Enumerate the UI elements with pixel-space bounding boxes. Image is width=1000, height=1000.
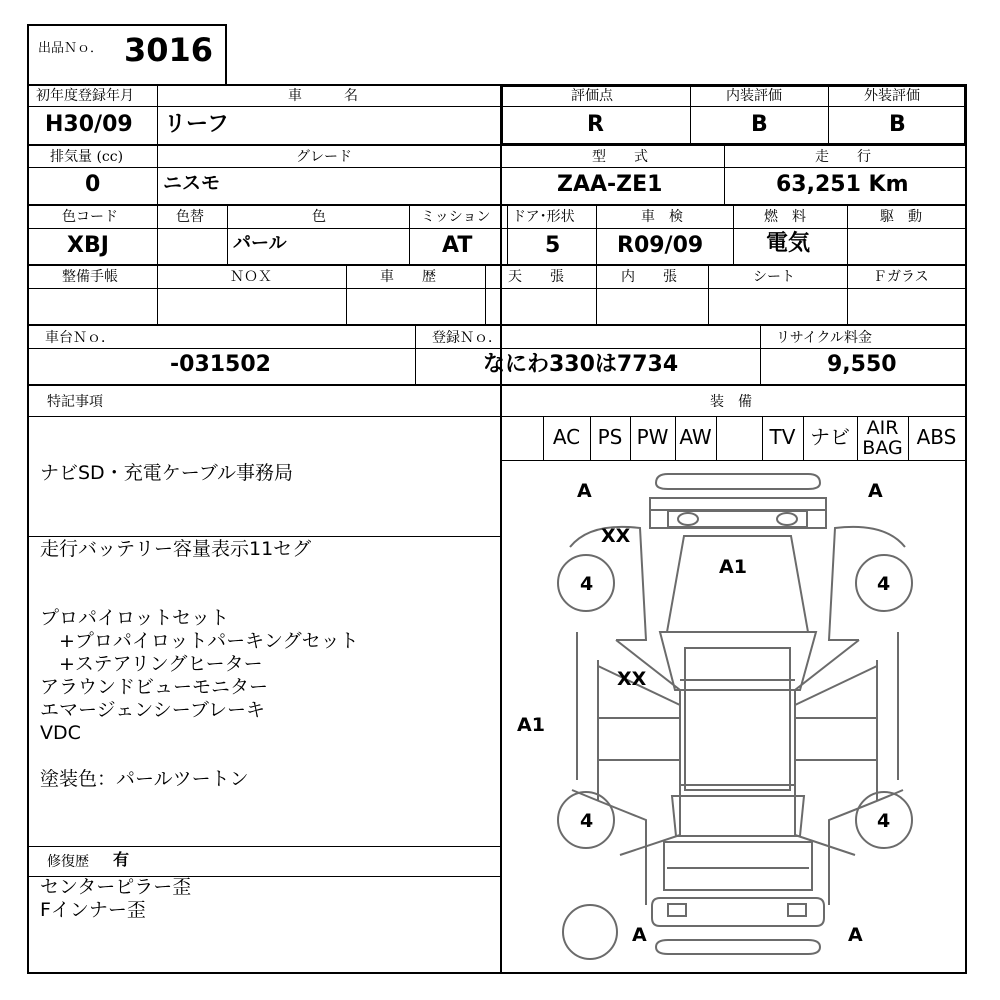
exterior-eval-label: 外装評価 [864,88,920,104]
mileage-label: 走 行 [815,149,871,165]
nox-label: ＮＯＸ [230,269,272,285]
mark-rear-right-corner: A [848,924,863,946]
door-label: ドア･形状 [512,209,575,225]
equipment-ac: AC [552,425,581,449]
equipment-tv: TV [769,425,796,449]
mark-front-right-tire: 4 [877,573,891,595]
mark-hood-left-edge: XX [601,525,631,547]
grade-value: ニスモ [163,172,221,194]
rear-bumper [652,898,824,926]
mark-rear-right-tire: 4 [877,810,891,832]
equipment-label: 装 備 [710,394,752,410]
fuel-value: 電気 [766,231,811,256]
mark-hood: A1 [719,556,747,578]
grade-label: グレード [296,149,352,165]
transmission-value: AT [442,233,473,258]
displacement-value: 0 [85,172,101,197]
interior-eval-value: B [751,112,768,137]
equipment-navi: ナビ [810,425,850,449]
history-label: 車 歴 [380,269,436,285]
first-reg-value: H30/09 [45,112,133,137]
windshield [660,632,816,690]
door-value: 5 [545,233,561,258]
repair-body: センターピラー歪 Fインナー歪 [40,876,192,921]
hood-outline [667,536,808,632]
equipment-pw: PW [636,425,669,449]
mark-front-left-tire: 4 [580,573,594,595]
roof-label: 天 張 [508,269,564,285]
name-label: 車 名 [288,88,358,104]
interior-lining-label: 内 張 [621,269,677,285]
inspection-value: R09/09 [617,233,704,258]
equipment-aw: AW [679,425,712,449]
listing-number: 3016 [124,31,214,69]
drive-label: 駆 動 [880,209,922,225]
exterior-eval-value: B [889,112,906,137]
rear-window [672,796,804,836]
interior-eval-label: 内装評価 [726,88,782,104]
first-reg-label: 初年度登録年月 [36,88,134,104]
model-label: 型 式 [592,149,648,165]
mark-front-left-corner: A [577,480,592,502]
color-code-value: XBJ [67,233,109,258]
fglass-label: Ｆガラス [873,269,929,285]
chassis-label: 車台Ｎｏ． [45,330,115,346]
registration-value: なにわ330は7734 [483,352,679,377]
roof-outline [685,648,790,790]
mark-front-left-door: XX [617,668,647,690]
mark-front-right-corner: A [868,480,883,502]
color-change-label: 色替 [176,209,204,225]
repair-value: 有 [113,850,130,869]
color-value: パール [233,233,287,254]
color-label: 色 [312,209,326,225]
front-bumper [656,474,820,489]
notes-body: 走行バッテリー容量表示11セグ プロパイロットセット +プロパイロットパーキングセット +ステアリングヒーター アラウンドビューモニター エマージェンシーブレーキ VDC 塗装色：パールツートン [40,538,359,790]
recycle-value: 9,550 [827,352,897,377]
listing-label: 出品Ｎｏ． [38,41,104,56]
equipment-airbag: AIR BAG [862,417,903,459]
mileage-value: 63,251 Km [776,172,909,197]
registration-label: 登録Ｎｏ． [432,330,502,346]
mark-rear-left-corner: A [632,924,647,946]
score-value: R [587,112,604,137]
mark-left-side: A1 [517,714,545,736]
fuel-label: 燃 料 [764,209,806,225]
notes-line1: ナビSD・充電ケーブル事務局 [40,462,293,484]
chassis-value: -031502 [170,352,271,377]
seat-label: シート [753,269,795,285]
repair-label: 修復歴 [47,854,89,870]
model-value: ZAA-ZE1 [557,172,663,197]
name-value: リーフ [164,112,229,137]
mark-rear-left-tire: 4 [580,810,594,832]
score-label: 評価点 [571,88,613,104]
spare-tire-outline [563,905,617,959]
inspection-label: 車 検 [641,209,683,225]
recycle-label: リサイクル料金 [776,330,873,346]
maintenance-label: 整備手帳 [62,269,118,285]
car-damage-diagram [502,461,965,971]
notes-label: 特記事項 [47,394,103,410]
displacement-label: 排気量 (cc) [50,149,124,165]
equipment-ps: PS [597,425,623,449]
equipment-abs: ABS [916,425,957,449]
color-code-label: 色コード [62,209,118,225]
transmission-label: ミッション [421,209,491,225]
